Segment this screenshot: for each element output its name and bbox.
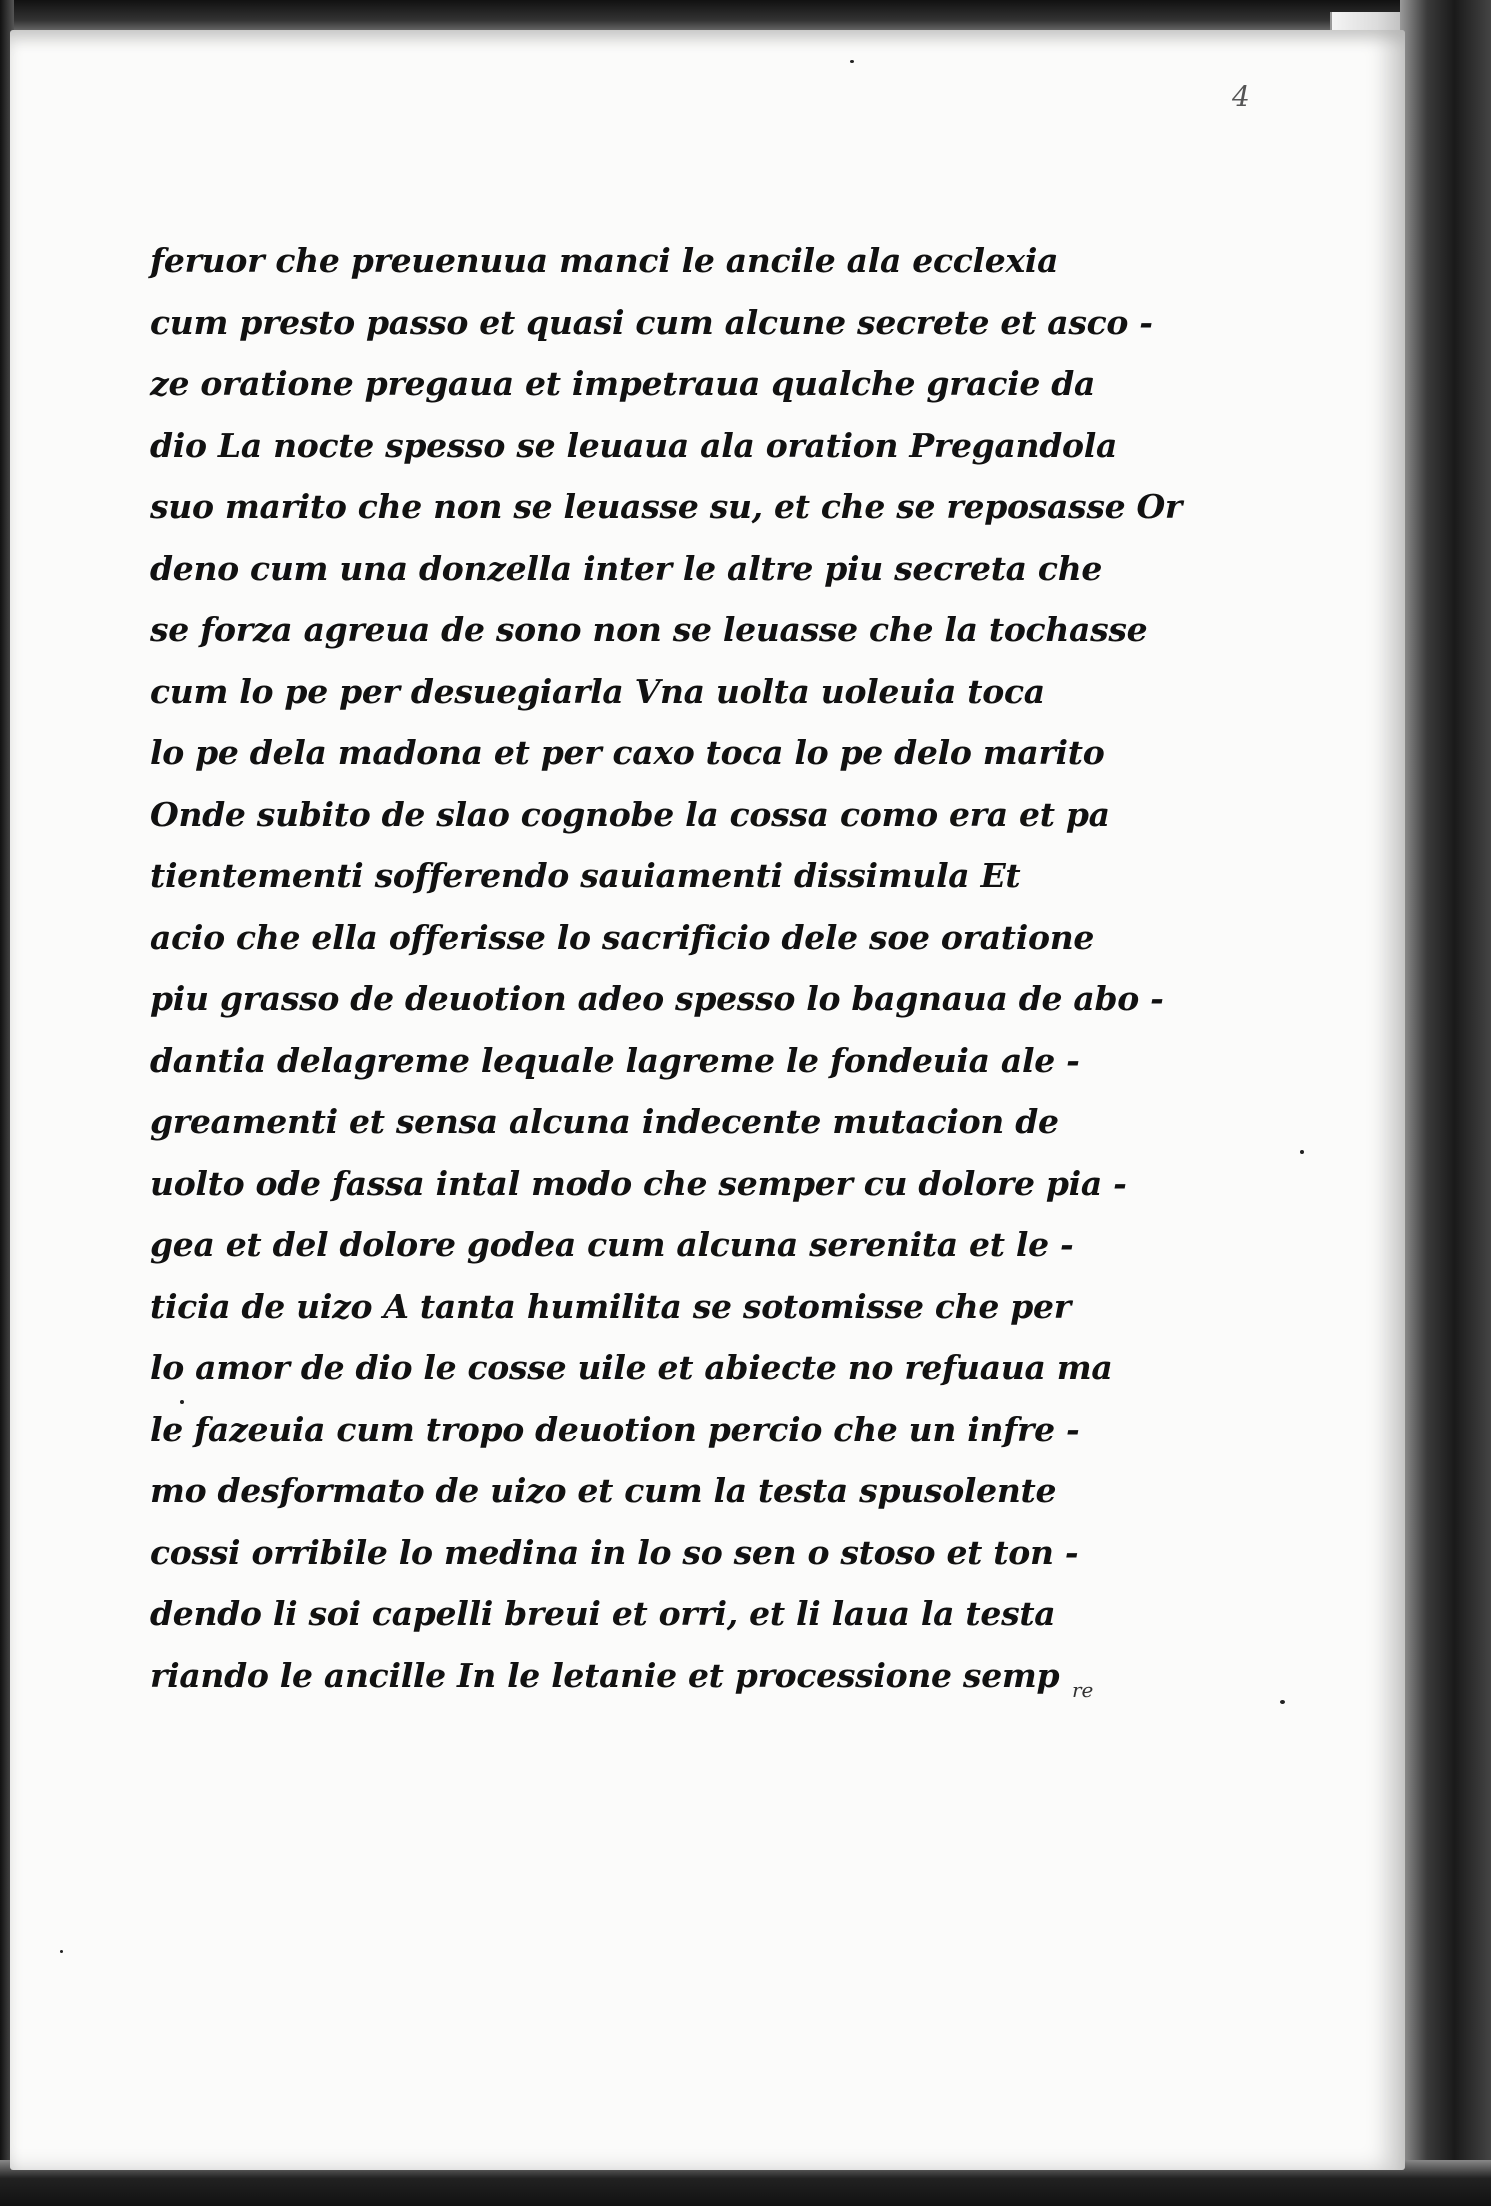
scan-speck: [1300, 1150, 1304, 1154]
text-line: lo amor de dio le cosse uile et abiecte no refuaua ma: [150, 1348, 1113, 1387]
text-line: cum lo pe per desuegiarla Vna uolta uoleuia toca: [150, 671, 1045, 711]
scan-edge-top: [0, 0, 1491, 34]
catchword: re: [1072, 1678, 1094, 1702]
scan-speck: [60, 1950, 63, 1953]
manuscript-text: [150, 230, 1183, 1706]
text-line: Onde subito de slao cognobe la cossa como era et pa: [150, 794, 1110, 834]
scan-edge-right: [1400, 0, 1491, 2206]
text-line: se forza agreua de sono non se leuasse che la tochasse: [150, 610, 1148, 649]
scan-speck: [1280, 1700, 1285, 1704]
text-line: uolto ode fassa intal modo che semper cu dolore pia -: [150, 1163, 1127, 1203]
text-line: dendo li soi capelli breui et orri, et li laua la testa: [150, 1594, 1056, 1633]
text-line: piu grasso de deuotion adeo spesso lo bagnaua de abo -: [150, 979, 1164, 1018]
text-line: ze oratione pregaua et impetraua qualche gracie da: [150, 364, 1096, 403]
text-line: mo desformato de uizo et cum la testa spusolente: [150, 1471, 1057, 1510]
scan-speck: [850, 60, 854, 63]
text-line: dio La nocte spesso se leuaua ala oration Pregandola: [150, 425, 1118, 465]
text-line: cum presto passo et quasi cum alcune secrete et asco -: [150, 302, 1153, 342]
text-line: dantia delagreme lequale lagreme le fondeuia ale -: [150, 1040, 1080, 1080]
text-line: deno cum una donzella inter le altre piu secreta che: [150, 548, 1103, 588]
text-line: gea et del dolore godea cum alcuna serenita et le -: [150, 1225, 1074, 1264]
text-line: ticia de uizo A tanta humilita se sotomisse che per: [150, 1286, 1071, 1326]
text-line: tientementi sofferendo sauiamenti dissimula Et: [150, 856, 1021, 895]
text-line: le fazeuia cum tropo deuotion percio che un infre -: [150, 1409, 1080, 1449]
text-line: cossi orribile lo medina in lo so sen o stoso et ton -: [150, 1532, 1079, 1572]
text-line: suo marito che non se leuasse su, et che se reposasse Or: [150, 487, 1183, 526]
scan-speck: [180, 1400, 184, 1404]
text-line: riando le ancille In le letanie et processione semp: [150, 1655, 1060, 1695]
text-line: acio che ella offerisse lo sacrificio dele soe oratione: [150, 917, 1095, 957]
text-line: greamenti et sensa alcuna indecente mutacion de: [150, 1102, 1059, 1141]
folio-number: 4: [1232, 80, 1250, 113]
text-line: lo pe dela madona et per caxo toca lo pe delo marito: [150, 733, 1105, 772]
text-line: feruor che preuenuua manci le ancile ala ecclexia: [150, 241, 1059, 280]
